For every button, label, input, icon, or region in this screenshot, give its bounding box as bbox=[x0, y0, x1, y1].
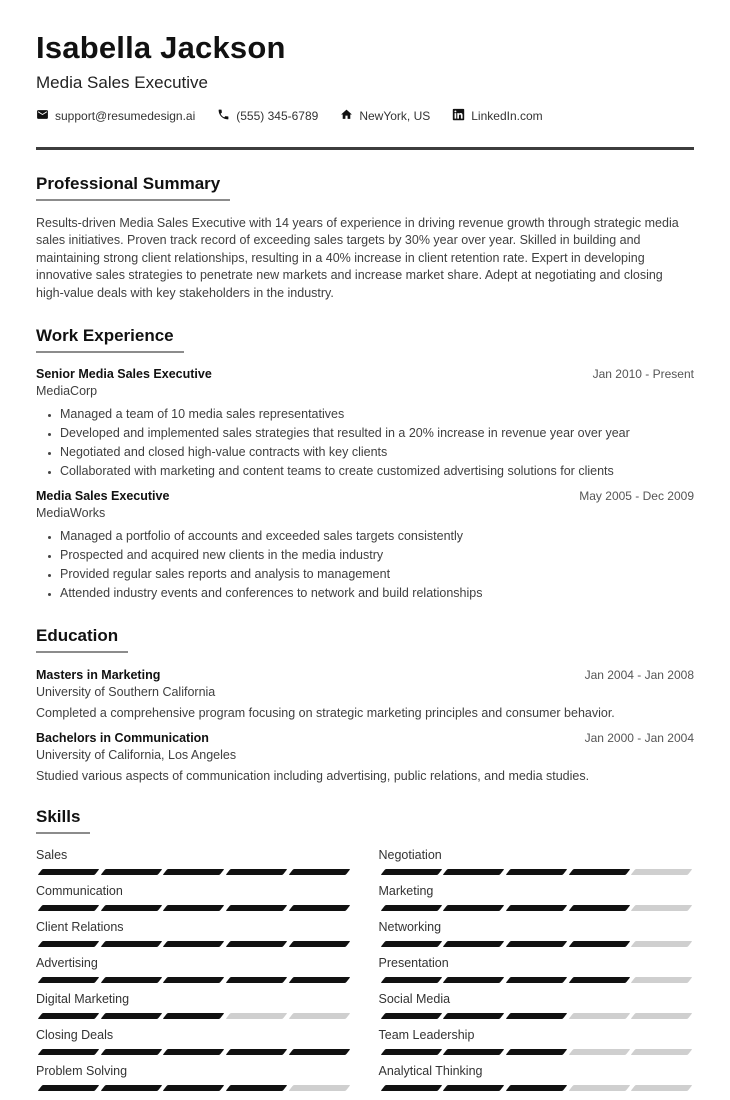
contact-phone bbox=[217, 108, 318, 124]
skill-level-bar bbox=[379, 905, 695, 911]
skill-item bbox=[36, 848, 352, 875]
education-entry-head bbox=[36, 668, 694, 682]
skill-item bbox=[36, 1028, 352, 1055]
summary-section bbox=[36, 174, 694, 302]
skills-heading: Skills bbox=[36, 807, 90, 834]
skill-segment-filled bbox=[443, 905, 504, 911]
skill-item bbox=[379, 992, 695, 1019]
contact-location bbox=[340, 108, 430, 124]
skill-segment-filled bbox=[226, 1049, 287, 1055]
skill-label: Team Leadership bbox=[378, 1027, 475, 1042]
job-bullet-list bbox=[36, 528, 694, 602]
job-bullet: • Negotiated and closed high-value contracts with key clients bbox=[60, 444, 694, 461]
skill-segment-filled bbox=[163, 905, 224, 911]
skill-label: Problem Solving bbox=[36, 1063, 128, 1078]
person-name: Isabella Jackson bbox=[36, 30, 286, 65]
job-dates: Jan 2010 - Present bbox=[592, 366, 694, 381]
skill-segment-filled bbox=[163, 941, 224, 947]
skill-segment-filled bbox=[288, 941, 349, 947]
skill-segment-filled bbox=[38, 941, 99, 947]
contact-phone-text: (555) 345-6789 bbox=[236, 109, 319, 123]
skill-segment-filled bbox=[163, 977, 224, 983]
skill-segment-filled bbox=[38, 977, 99, 983]
job-title-subtitle: Media Sales Executive bbox=[36, 73, 208, 92]
skill-segment-filled bbox=[100, 977, 161, 983]
job-title: Senior Media Sales Executive bbox=[36, 366, 212, 381]
skill-segment-empty bbox=[631, 869, 692, 875]
skill-label: Social Media bbox=[378, 991, 451, 1006]
skill-segment-filled bbox=[38, 1013, 99, 1019]
skill-level-bar bbox=[379, 1085, 695, 1091]
skill-label: Marketing bbox=[378, 883, 434, 898]
skill-segment-filled bbox=[380, 1049, 441, 1055]
skill-segment-filled bbox=[380, 977, 441, 983]
job-dates: May 2005 - Dec 2009 bbox=[579, 489, 694, 504]
skill-segment-filled bbox=[443, 1085, 504, 1091]
skill-segment-filled bbox=[288, 869, 349, 875]
skill-level-bar bbox=[36, 941, 352, 947]
skill-segment-filled bbox=[506, 1085, 567, 1091]
skill-label: Analytical Thinking bbox=[378, 1063, 483, 1078]
skill-item bbox=[36, 1064, 352, 1091]
skills-left-column bbox=[36, 848, 352, 1100]
contact-email bbox=[36, 108, 195, 124]
skill-label: Networking bbox=[378, 919, 442, 934]
skill-segment-filled bbox=[226, 869, 287, 875]
skills-section bbox=[36, 807, 694, 1100]
job-entry bbox=[36, 367, 694, 480]
degree-school: University of California, Los Angeles bbox=[36, 747, 237, 762]
skill-segment-filled bbox=[443, 1049, 504, 1055]
skill-level-bar bbox=[36, 1013, 352, 1019]
skill-item bbox=[379, 1028, 695, 1055]
skill-segment-filled bbox=[226, 1085, 287, 1091]
education-entry-head bbox=[36, 731, 694, 745]
skill-level-bar bbox=[36, 977, 352, 983]
skill-segment-filled bbox=[288, 977, 349, 983]
skill-segment-filled bbox=[163, 1049, 224, 1055]
header-divider bbox=[36, 147, 694, 150]
skill-segment-filled bbox=[506, 1013, 567, 1019]
degree-dates: Jan 2004 - Jan 2008 bbox=[584, 667, 694, 682]
skill-segment-filled bbox=[163, 1013, 224, 1019]
skill-segment-empty bbox=[631, 977, 692, 983]
skills-grid bbox=[36, 848, 694, 1100]
skill-item bbox=[36, 884, 352, 911]
skill-segment-empty bbox=[631, 1013, 692, 1019]
linkedin-icon bbox=[452, 108, 465, 124]
skill-segment-filled bbox=[163, 869, 224, 875]
skill-segment-filled bbox=[100, 869, 161, 875]
skill-item bbox=[379, 884, 695, 911]
job-title: Media Sales Executive bbox=[36, 489, 170, 504]
skill-label: Client Relations bbox=[36, 919, 124, 934]
skill-item bbox=[379, 848, 695, 875]
skill-item bbox=[379, 1064, 695, 1091]
skill-segment-empty bbox=[568, 1049, 629, 1055]
job-bullet-list bbox=[36, 406, 694, 480]
degree-description: Studied various aspects of communication including advertising, public relations, and media studies. bbox=[36, 768, 590, 783]
contact-row bbox=[36, 108, 694, 124]
degree-description: Completed a comprehensive program focusing on strategic marketing principles and consumer behavior. bbox=[36, 705, 615, 720]
job-bullet: • Managed a team of 10 media sales representatives bbox=[60, 406, 694, 423]
skill-segment-empty bbox=[631, 905, 692, 911]
skill-label: Sales bbox=[36, 847, 68, 862]
skill-segment-filled bbox=[380, 905, 441, 911]
skill-segment-filled bbox=[568, 905, 629, 911]
skill-segment-filled bbox=[380, 1013, 441, 1019]
skill-segment-filled bbox=[226, 977, 287, 983]
degree-dates: Jan 2000 - Jan 2004 bbox=[584, 730, 694, 745]
skill-segment-filled bbox=[100, 1013, 161, 1019]
skill-level-bar bbox=[379, 869, 695, 875]
skill-level-bar bbox=[36, 905, 352, 911]
contact-location-text: NewYork, US bbox=[359, 109, 431, 123]
degree-school: University of Southern California bbox=[36, 684, 216, 699]
skill-label: Negotiation bbox=[378, 847, 442, 862]
skill-segment-filled bbox=[288, 905, 349, 911]
skill-segment-filled bbox=[38, 869, 99, 875]
skill-segment-filled bbox=[38, 1049, 99, 1055]
job-entry-head bbox=[36, 367, 694, 381]
skills-right-column bbox=[379, 848, 695, 1100]
summary-heading: Professional Summary bbox=[36, 174, 230, 201]
job-bullet: • Developed and implemented sales strategies that resulted in a 20% increase in revenue year over year bbox=[60, 425, 694, 442]
skill-level-bar bbox=[379, 1013, 695, 1019]
job-company: MediaCorp bbox=[36, 383, 98, 398]
skill-segment-filled bbox=[443, 869, 504, 875]
phone-icon bbox=[217, 108, 230, 124]
job-company: MediaWorks bbox=[36, 506, 106, 521]
education-section bbox=[36, 626, 694, 783]
skill-level-bar bbox=[379, 977, 695, 983]
skill-label: Closing Deals bbox=[36, 1027, 114, 1042]
skill-segment-empty bbox=[631, 1085, 692, 1091]
job-entry-head bbox=[36, 489, 694, 503]
skill-segment-empty bbox=[631, 1049, 692, 1055]
education-heading: Education bbox=[36, 626, 128, 653]
job-entry bbox=[36, 489, 694, 602]
contact-email-text: support@resumedesign.ai bbox=[55, 109, 196, 123]
skill-segment-empty bbox=[568, 1085, 629, 1091]
skill-segment-filled bbox=[506, 869, 567, 875]
work-experience-section bbox=[36, 326, 694, 602]
skill-segment-empty bbox=[226, 1013, 287, 1019]
skill-segment-filled bbox=[100, 905, 161, 911]
skill-level-bar bbox=[36, 1085, 352, 1091]
skill-segment-filled bbox=[100, 1049, 161, 1055]
skill-segment-filled bbox=[443, 977, 504, 983]
skill-label: Digital Marketing bbox=[36, 991, 130, 1006]
skill-segment-filled bbox=[100, 941, 161, 947]
skill-segment-empty bbox=[288, 1085, 349, 1091]
skill-segment-filled bbox=[443, 941, 504, 947]
skill-level-bar bbox=[36, 1049, 352, 1055]
skill-item bbox=[36, 992, 352, 1019]
degree-title: Masters in Marketing bbox=[36, 667, 161, 682]
skill-segment-filled bbox=[226, 905, 287, 911]
degree-title: Bachelors in Communication bbox=[36, 730, 209, 745]
job-bullet: • Provided regular sales reports and analysis to management bbox=[60, 566, 694, 583]
skill-segment-filled bbox=[443, 1013, 504, 1019]
skill-label: Presentation bbox=[378, 955, 449, 970]
contact-linkedin bbox=[452, 108, 542, 124]
skill-label: Communication bbox=[36, 883, 123, 898]
skill-segment-filled bbox=[506, 977, 567, 983]
skill-segment-filled bbox=[38, 905, 99, 911]
skill-item bbox=[36, 920, 352, 947]
skill-segment-empty bbox=[631, 941, 692, 947]
home-icon bbox=[340, 108, 353, 124]
skill-level-bar bbox=[379, 941, 695, 947]
skill-item bbox=[379, 920, 695, 947]
skill-segment-filled bbox=[568, 869, 629, 875]
skill-segment-filled bbox=[226, 941, 287, 947]
skill-item bbox=[36, 956, 352, 983]
job-bullet: • Managed a portfolio of accounts and exceeded sales targets consistently bbox=[60, 528, 694, 545]
job-bullet: • Attended industry events and conferences to network and build relationships bbox=[60, 585, 694, 602]
contact-linkedin-text: LinkedIn.com bbox=[471, 109, 543, 123]
skill-segment-filled bbox=[380, 869, 441, 875]
skill-level-bar bbox=[379, 1049, 695, 1055]
skill-segment-filled bbox=[506, 941, 567, 947]
skill-segment-filled bbox=[568, 941, 629, 947]
job-bullet: • Prospected and acquired new clients in the media industry bbox=[60, 547, 694, 564]
skill-segment-filled bbox=[506, 905, 567, 911]
skill-segment-filled bbox=[100, 1085, 161, 1091]
skill-segment-filled bbox=[288, 1049, 349, 1055]
skill-segment-filled bbox=[568, 977, 629, 983]
work-heading: Work Experience bbox=[36, 326, 184, 353]
skill-item bbox=[379, 956, 695, 983]
skill-segment-filled bbox=[506, 1049, 567, 1055]
email-icon bbox=[36, 108, 49, 124]
education-entry bbox=[36, 668, 694, 720]
skill-segment-filled bbox=[38, 1085, 99, 1091]
skill-segment-empty bbox=[288, 1013, 349, 1019]
summary-text: Results-driven Media Sales Executive with 14 years of experience in driving revenue growth through strategic media sales initiatives. Proven track record of exceeding sales targets by 30% year over year. Skilled in building and maintaining strong client relationships, resulting in a 40% increase in client retention rate. Expert in developing innovative sales strategies to penetrate new markets and increase market share. Adept at negotiating and closing high-value deals with key stakeholders in the industry. bbox=[36, 216, 679, 300]
skill-segment-filled bbox=[380, 941, 441, 947]
resume-header bbox=[36, 30, 694, 150]
job-bullet: • Collaborated with marketing and content teams to create customized advertising solutions for clients bbox=[60, 463, 694, 480]
skill-segment-filled bbox=[163, 1085, 224, 1091]
skill-level-bar bbox=[36, 869, 352, 875]
skill-segment-filled bbox=[380, 1085, 441, 1091]
education-entry bbox=[36, 731, 694, 783]
skill-label: Advertising bbox=[36, 955, 98, 970]
skill-segment-empty bbox=[568, 1013, 629, 1019]
